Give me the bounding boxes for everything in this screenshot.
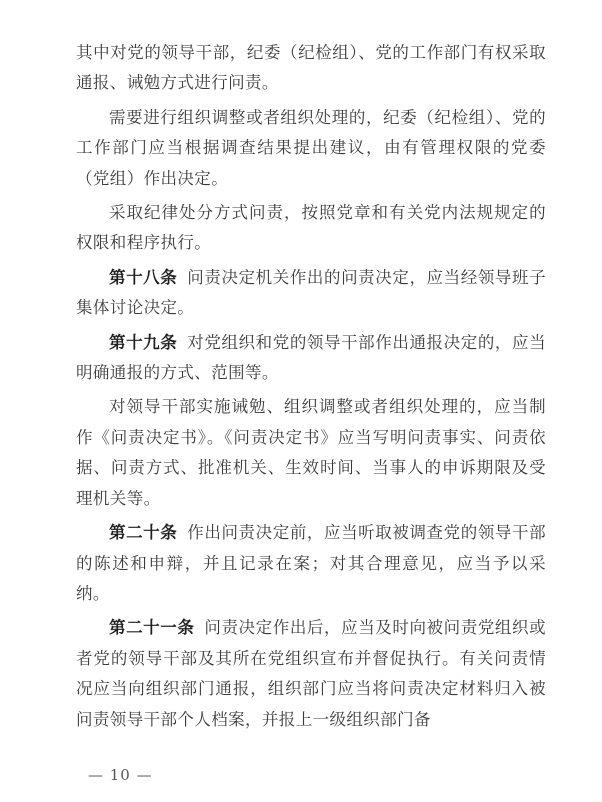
paragraph-text: 采取纪律处分方式问责，按照党章和有关党内法规规定的权限和程序执行。	[76, 203, 546, 253]
body-text	[76, 38, 546, 735]
paragraph	[76, 392, 546, 514]
paragraph-text: 需要进行组织调整或者组织处理的，纪委（纪检组）、党的工作部门应当根据调查结果提出建议，由有管理权限的党委（党组）作出决定。	[76, 107, 546, 188]
article-paragraph	[76, 613, 546, 735]
paragraph-text: 问责决定作出后，应当及时向被问责党组织或者党的领导干部及其所在党组织宣布并督促执行。有关问责情况应当向组织部门通报，组织部门应当将问责决定材料归入被问责领导干部个人档案，并报上一级组织部门备	[76, 618, 547, 729]
page-number: — 10 —	[88, 766, 153, 784]
paragraph-text: 对领导干部实施诫勉、组织调整或者组织处理的，应当制作《问责决定书》。《问责决定书》应当写明问责事实、问责依据、问责方式、批准机关、生效时间、当事人的申诉期限及受理机关等。	[76, 397, 546, 508]
paragraph-text: 作出问责决定前，应当听取被调查党的领导干部的陈述和申辩，并且记录在案；对其合理意见，应当予以采纳。	[76, 523, 546, 603]
article-heading: 第二十条	[109, 523, 178, 543]
paragraph	[76, 103, 546, 194]
paragraph-text: 对党组织和党的领导干部作出通报决定的，应当明确通报的方式、范围等。	[76, 332, 546, 383]
article-heading: 第十九条	[109, 332, 178, 352]
paragraph	[76, 198, 546, 259]
article-heading: 第十八条	[109, 267, 178, 287]
article-paragraph	[76, 518, 546, 609]
article-heading: 第二十一条	[109, 618, 195, 638]
article-paragraph	[76, 263, 546, 324]
article-paragraph	[76, 328, 546, 389]
paragraph-text: 其中对党的领导干部，纪委（纪检组）、党的工作部门有权采取通报、诫勉方式进行问责。	[76, 43, 546, 93]
paragraph	[76, 38, 546, 99]
paragraph-text: 问责决定机关作出的问责决定，应当经领导班子集体讨论决定。	[76, 267, 546, 318]
